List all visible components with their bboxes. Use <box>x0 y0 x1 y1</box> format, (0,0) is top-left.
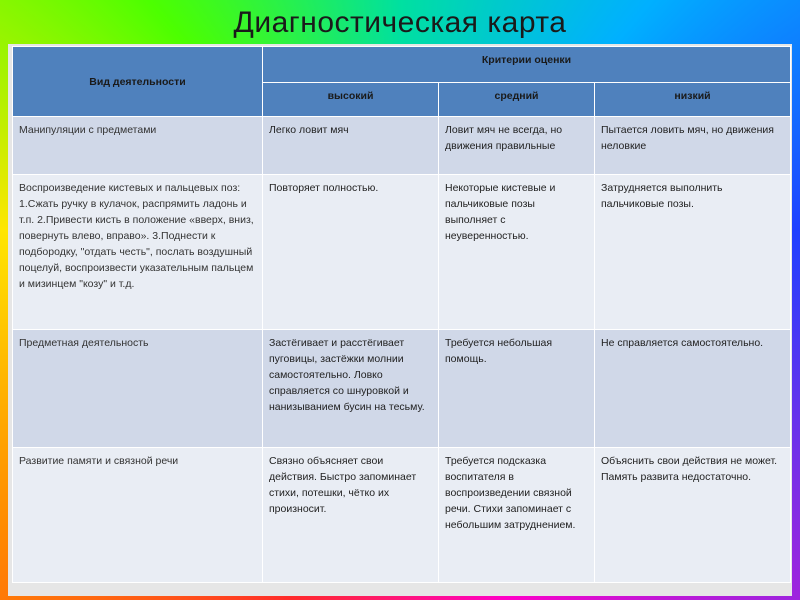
slide-title: Диагностическая карта <box>233 6 567 39</box>
row-activity: Манипуляции с предметами <box>13 117 263 175</box>
cell-mid: Требуется небольшая помощь. <box>439 330 595 448</box>
cell-mid: Требуется подсказка воспитателя в воспроизведении связной речи. Стихи запоминает с небольшим затруднением. <box>439 448 595 583</box>
header-level-mid: средний <box>439 83 595 117</box>
cell-low: Затрудняется выполнить пальчиковые позы. <box>595 175 791 330</box>
cell-low: Объяснить свои действия не может. Память развита недостаточно. <box>595 448 791 583</box>
cell-high: Застёгивает и расстёгивает пуговицы, застёжки молнии самостоятельно. Ловко справляется со шнуровкой и нанизыванием бусин на тесьму. <box>263 330 439 448</box>
table-row <box>13 175 791 330</box>
cell-mid: Ловит мяч не всегда, но движения правильные <box>439 117 595 175</box>
header-activity: Вид деятельности <box>13 47 263 117</box>
cell-high: Связно объясняет свои действия. Быстро запоминает стихи, потешки, чётко их произносит. <box>263 448 439 583</box>
diagnostic-table <box>12 46 791 583</box>
header-criteria: Критерии оценки <box>263 47 791 83</box>
cell-low: Не справляется самостоятельно. <box>595 330 791 448</box>
cell-low: Пытается ловить мяч, но движения неловкие <box>595 117 791 175</box>
row-activity: Предметная деятельность <box>13 330 263 448</box>
table-row <box>13 330 791 448</box>
row-activity: Развитие памяти и связной речи <box>13 448 263 583</box>
cell-high: Повторяет полностью. <box>263 175 439 330</box>
row-activity: Воспроизведение кистевых и пальцевых поз: 1.Сжать ручку в кулачок, распрямить ладонь и т.п. 2.Привести кисть в положение «вверх, вниз, повернуть влево, вправо». 3.Поднести к подбородку, "отдать честь", послать воздушный поцелуй, воспроизвести указательным пальцем и мизинцем "козу" и т.д. <box>13 175 263 330</box>
cell-high: Легко ловит мяч <box>263 117 439 175</box>
table-row <box>13 117 791 175</box>
header-level-high: высокий <box>263 83 439 117</box>
header-level-low: низкий <box>595 83 791 117</box>
cell-mid: Некоторые кистевые и пальчиковые позы выполняет с неуверенностью. <box>439 175 595 330</box>
table-row <box>13 448 791 583</box>
